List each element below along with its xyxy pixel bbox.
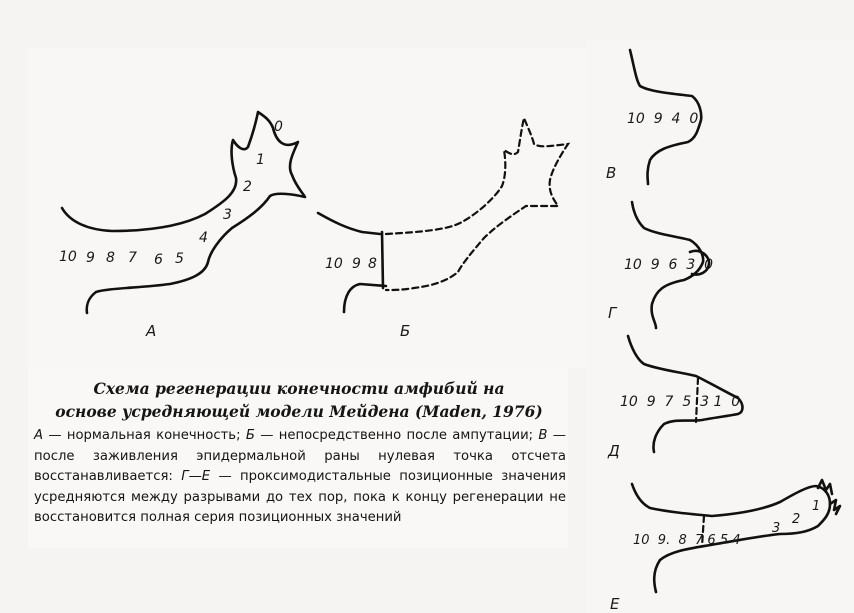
panel-d-label: Д [608,442,620,460]
caption-key-a: А [34,428,44,443]
caption-text-v: — после заживления эпидермальной раны нулевая точка отсчета восстанавливается: [34,428,566,484]
panel-g-label: Г [608,304,617,322]
caption-key-b: Б [245,428,255,443]
caption-key-v: В [538,428,548,443]
limb-a-position-3: 3 [223,207,232,223]
limb-a-position-10: 10 [59,249,77,265]
limb-a-position-8: 8 [106,250,115,266]
caption-key-g-e: Г—Е [181,469,211,484]
figure-caption-body [34,426,566,529]
limb-b-position-10: 10 [325,256,343,272]
limb-v-positions: 10 9 4 0 [627,111,699,127]
limb-a-position-9: 9 [86,250,95,266]
caption-text-a: — нормальная конечность; [43,428,246,443]
panel-v-label: В [606,164,617,182]
limb-b-position-8: 8 [368,256,377,272]
limb-d-positions: 10 9 7 5 3 1 0 [620,394,741,410]
limb-a-position-0: 0 [274,119,283,135]
limb-b-missing-dashed-outline [386,118,568,290]
caption-text-g-e: — проксимодистальные позиционные значения усредняются между разрывами до тех пор, пока к концу регенерации не восстановится полная серия позиционных значений [34,469,566,525]
limb-a-position-2: 2 [243,179,252,195]
limb-g-positions: 10 9 6 3 0 [624,257,714,273]
panel-e-label: Е [610,595,620,613]
limb-a-position-1: 1 [256,152,265,168]
limb-a-position-6: 6 [154,252,163,268]
limb-a-position-5: 5 [175,251,184,267]
limb-e-position-2: 2 [792,512,801,527]
caption-title-line-1: Схема регенерации конечности амфибий на [93,379,505,398]
limb-b-position-9: 9 [352,256,361,272]
limb-a-position-4: 4 [199,230,208,246]
limb-a-upper-outline [62,112,305,313]
limb-e-positions: 10 9. 8 7 6 5 4 [633,533,741,548]
limb-e-position-1: 1 [812,499,821,514]
panel-a-label: А [146,322,157,340]
caption-text-b: — непосредственно после ампутации; [254,428,539,443]
figure-caption-title [34,377,564,423]
panel-b-label: Б [400,322,411,340]
limb-b-stump-edge [382,232,383,288]
limb-e-position-3: 3 [772,521,781,536]
caption-title-line-2: основе усредняющей модели Мейдена (Maden, 1976) [55,402,543,421]
limb-a-position-7: 7 [128,250,137,266]
